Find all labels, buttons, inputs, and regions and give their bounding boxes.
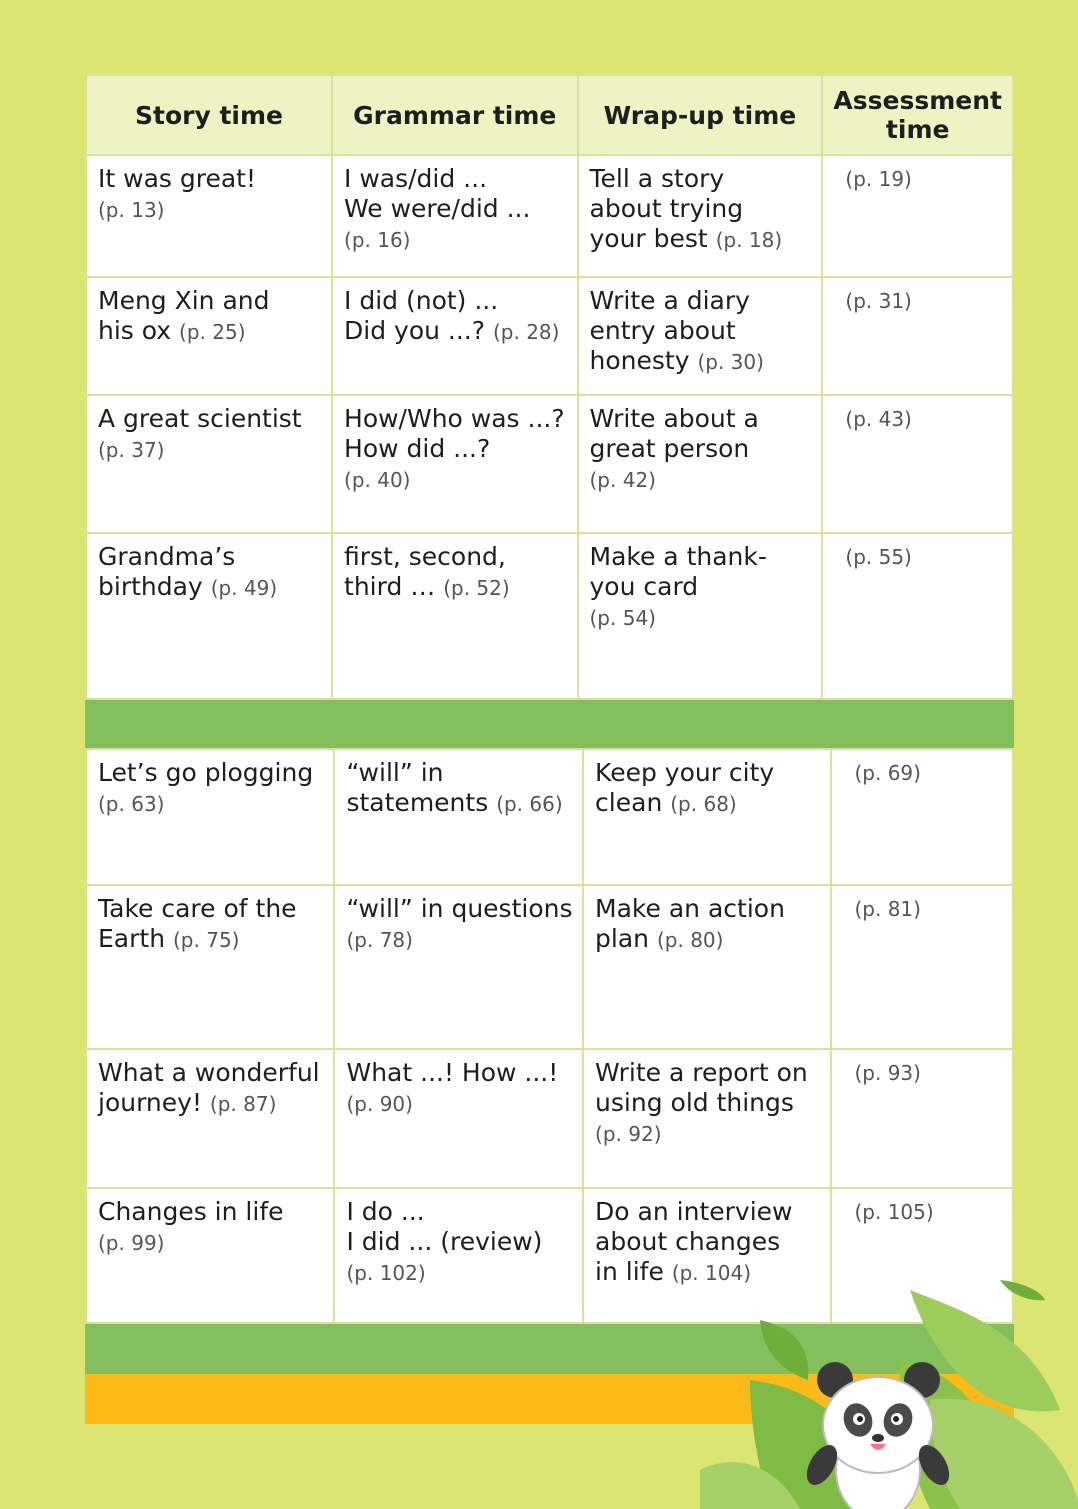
wrapup-cell: Write a diary entry about honesty (p. 30) (589, 286, 764, 375)
header-assessment-time: Assessment time (822, 75, 1013, 155)
wrapup-cell: Write about a great person (p. 42) (589, 404, 759, 492)
header-wrap-up-time: Wrap-up time (578, 75, 823, 155)
wrapup-cell: Keep your city clean (p. 68) (595, 758, 775, 817)
contents-table-upper (85, 74, 1014, 700)
wrapup-cell: Make an action plan (p. 80) (595, 894, 785, 953)
assessment-cell: (p. 31) (845, 289, 912, 313)
wrapup-cell: Do an interview about changes in life (p. 104) (595, 1197, 793, 1286)
story-cell: What a wonderful journey! (p. 87) (98, 1058, 320, 1117)
table-row (86, 533, 1013, 699)
assessment-cell: (p. 55) (845, 545, 912, 569)
story-cell: Let’s go plogging (p. 63) (98, 758, 314, 816)
grammar-cell: “will” in questions (p. 78) (346, 894, 573, 952)
unit-divider-band (85, 698, 1014, 748)
grammar-cell: I was/did ... We were/did ... (p. 16) (344, 164, 531, 252)
assessment-cell: (p. 69) (854, 761, 921, 785)
wrapup-cell: Write a report on using old things (p. 92) (595, 1058, 808, 1146)
header-grammar-time: Grammar time (332, 75, 577, 155)
table-row (86, 885, 1013, 1049)
wrapup-cell: Make a thank- you card (p. 54) (589, 542, 767, 630)
header-row (86, 75, 1013, 155)
grammar-cell: “will” in statements (p. 66) (346, 758, 563, 817)
table-row (86, 1049, 1013, 1188)
assessment-cell: (p. 105) (854, 1200, 934, 1224)
grammar-cell: I do ... I did ... (review) (p. 102) (346, 1197, 543, 1285)
story-cell: It was great! (p. 13) (98, 164, 256, 222)
assessment-cell: (p. 81) (854, 897, 921, 921)
assessment-cell: (p. 43) (845, 407, 912, 431)
panda-decoration (700, 1270, 1078, 1509)
table-row (86, 155, 1013, 277)
story-cell: Grandma’s birthday (p. 49) (98, 542, 278, 601)
grammar-cell: What ...! How ...! (p. 90) (346, 1058, 559, 1116)
wrapup-cell: Tell a story about trying your best (p. 18) (589, 164, 783, 253)
grammar-cell: How/Who was ...? How did ...? (p. 40) (344, 404, 565, 492)
table-row (86, 277, 1013, 395)
table-row (86, 749, 1013, 885)
contents-table-lower (85, 748, 1014, 1324)
assessment-cell: (p. 19) (845, 167, 912, 191)
assessment-cell: (p. 93) (854, 1061, 921, 1085)
story-cell: Take care of the Earth (p. 75) (98, 894, 297, 953)
story-cell: Changes in life (p. 99) (98, 1197, 284, 1255)
table-row (86, 395, 1013, 533)
story-cell: A great scientist (p. 37) (98, 404, 302, 462)
story-cell: Meng Xin and his ox (p. 25) (98, 286, 270, 345)
header-story-time: Story time (86, 75, 332, 155)
grammar-cell: I did (not) ... Did you ...? (p. 28) (344, 286, 560, 345)
grammar-cell: first, second, third … (p. 52) (344, 542, 510, 601)
